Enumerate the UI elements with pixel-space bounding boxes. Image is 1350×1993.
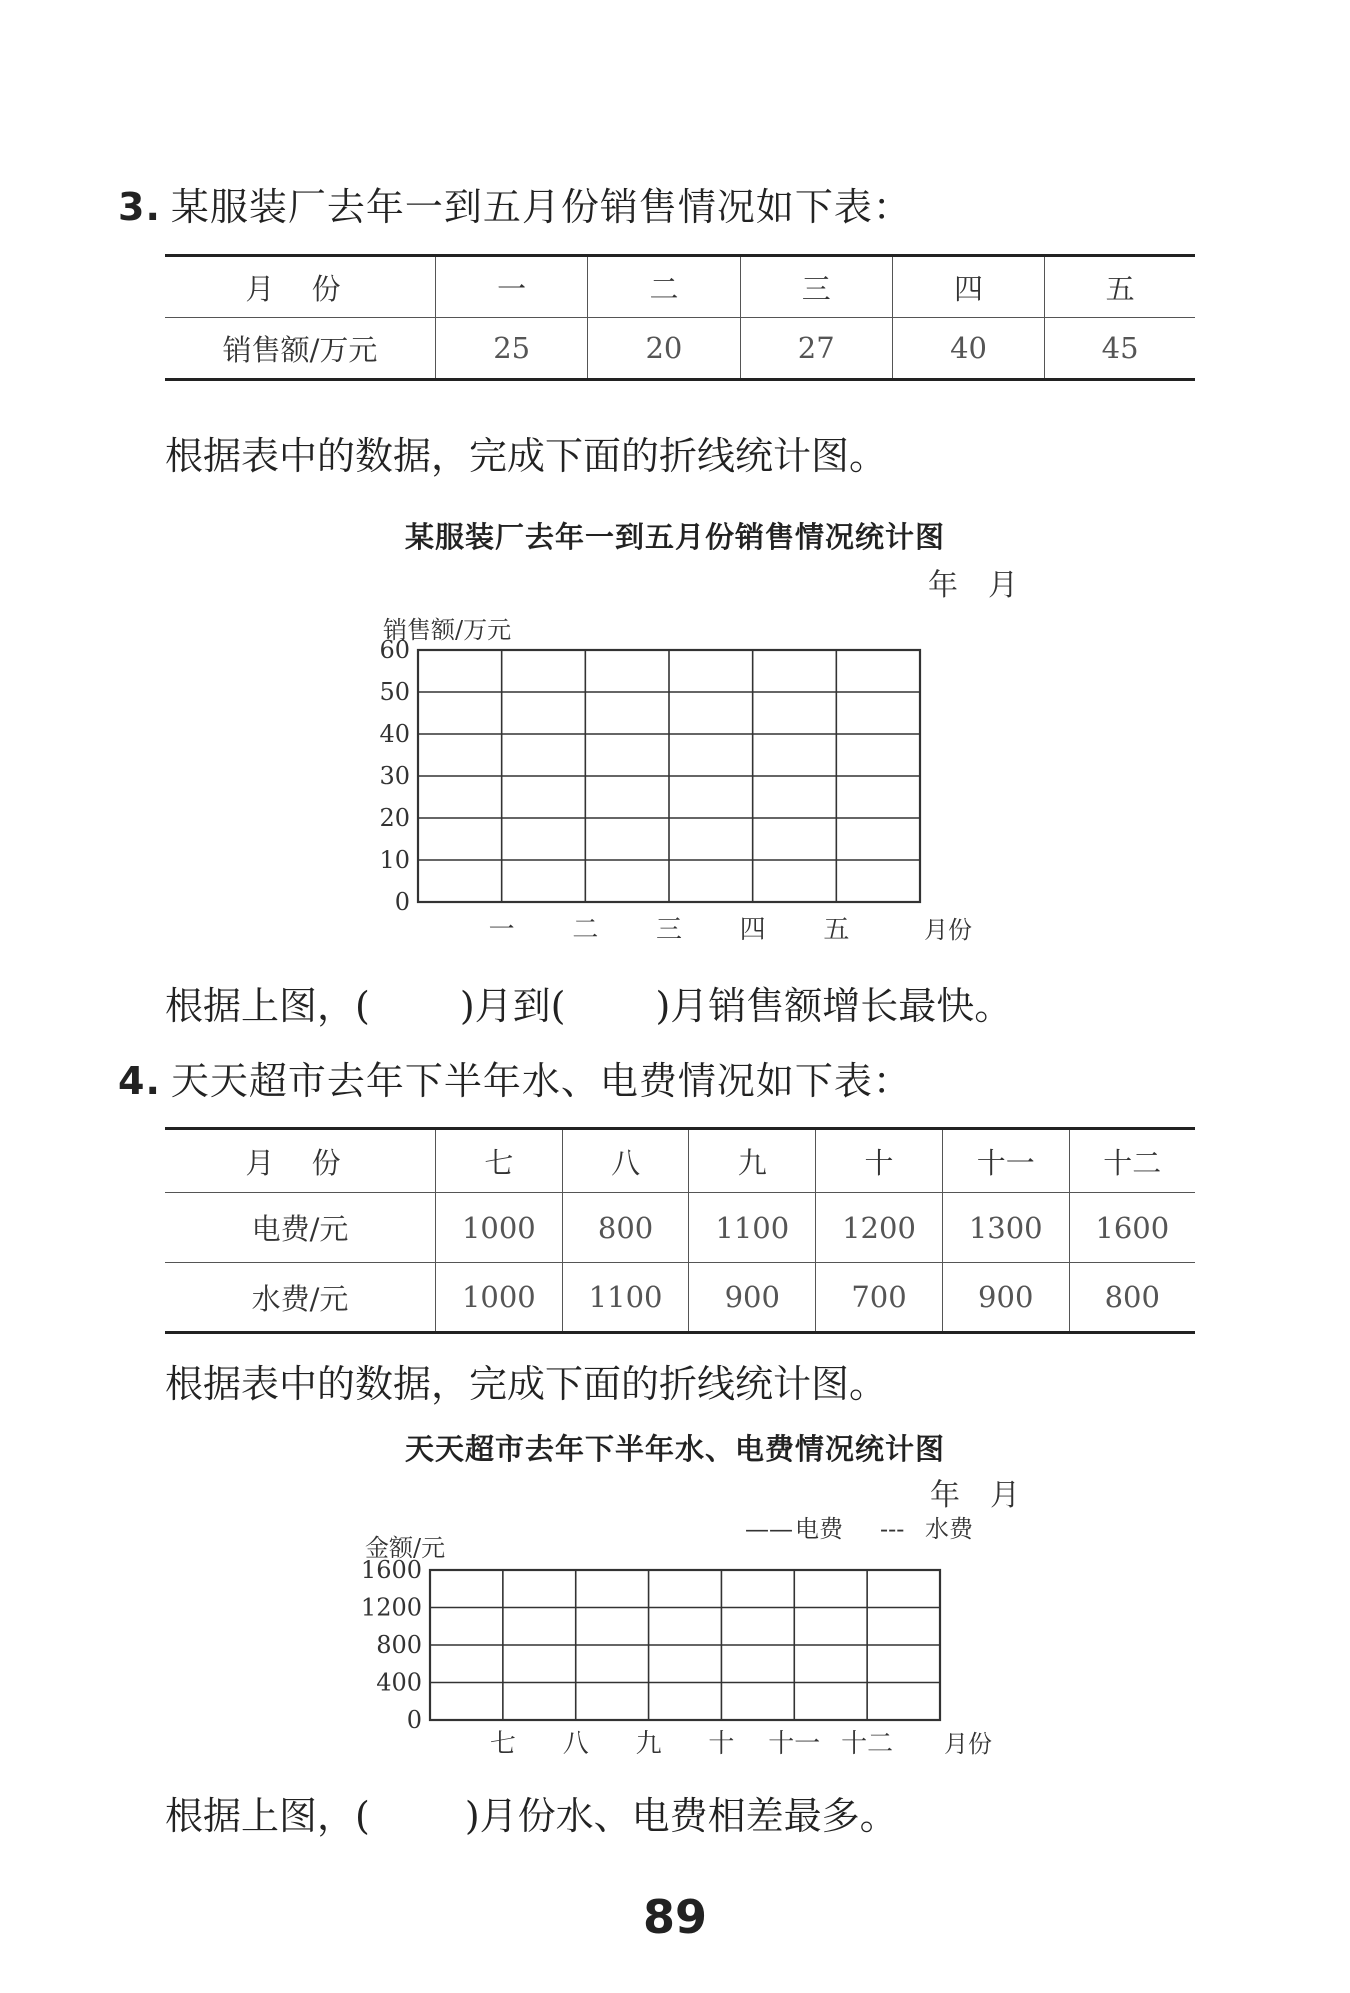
q3-sales-cell: 45 bbox=[1045, 318, 1195, 380]
q4-water-cell: 1100 bbox=[562, 1263, 689, 1333]
x-category-label: 九 bbox=[635, 1729, 662, 1759]
q4-answer-line bbox=[165, 1785, 898, 1840]
q4-month-cell: 十一 bbox=[942, 1129, 1069, 1193]
q3-month-cell: 二 bbox=[588, 256, 740, 318]
x-category-label: 十一 bbox=[768, 1729, 821, 1759]
q4-electric-header: 电费/元 bbox=[165, 1193, 436, 1263]
q3-sales-header: 销售额/万元 bbox=[165, 318, 436, 380]
q3-sales-row bbox=[165, 318, 1195, 380]
y-tick-label: 0 bbox=[394, 888, 410, 916]
q4-water-row bbox=[165, 1263, 1195, 1333]
q4-electric-cell: 1600 bbox=[1069, 1193, 1195, 1263]
x-category-label: 二 bbox=[572, 915, 599, 945]
q4-month-cell: 十二 bbox=[1069, 1129, 1195, 1193]
x-axis-label: 月份 bbox=[944, 1730, 992, 1758]
q4-month-cell: 九 bbox=[689, 1129, 816, 1193]
q3-instruction: 根据表中的数据，完成下面的折线统计图。 bbox=[165, 434, 888, 478]
q4-electric-cell: 1200 bbox=[816, 1193, 943, 1263]
q3-sales-cell: 20 bbox=[588, 318, 740, 380]
q4-month-cell: 八 bbox=[562, 1129, 689, 1193]
date-label: 年 月 bbox=[930, 1478, 1020, 1513]
q3-answer-line bbox=[165, 975, 1012, 1030]
q4-instruction: 根据表中的数据，完成下面的折线统计图。 bbox=[165, 1362, 888, 1406]
q4-month-cell: 十 bbox=[816, 1129, 943, 1193]
y-axis-label: 销售额/万元 bbox=[383, 616, 512, 644]
q3-month-cell: 三 bbox=[740, 256, 892, 318]
q4-electric-cell: 1000 bbox=[436, 1193, 563, 1263]
legend-electric-label: 电费 bbox=[795, 1515, 843, 1543]
x-category-label: 十 bbox=[708, 1729, 735, 1759]
y-tick-label: 30 bbox=[379, 762, 410, 790]
q4-electric-cell: 1300 bbox=[942, 1193, 1069, 1263]
q4-electric-cell: 1100 bbox=[689, 1193, 816, 1263]
q4-water-cell: 900 bbox=[942, 1263, 1069, 1333]
q3-month-cell: 四 bbox=[892, 256, 1044, 318]
q4-title-text: 天天超市去年下半年水、电费情况如下表： bbox=[170, 1059, 912, 1103]
x-category-label: 五 bbox=[823, 915, 850, 945]
q4-month-cell: 七 bbox=[436, 1129, 563, 1193]
q3-title-text: 某服装厂去年一到五月份销售情况如下表： bbox=[170, 185, 912, 229]
q4-answer-prefix: 根据上图，( bbox=[165, 1794, 370, 1838]
x-category-label: 三 bbox=[655, 915, 683, 945]
q3-title bbox=[118, 176, 912, 231]
legend-water-label: 水费 bbox=[925, 1515, 973, 1543]
chart1-svg bbox=[300, 565, 1100, 955]
y-tick-label: 1200 bbox=[360, 1593, 422, 1622]
q4-water-header: 水费/元 bbox=[165, 1263, 436, 1333]
q4-water-cell: 1000 bbox=[436, 1263, 563, 1333]
q3-answer-prefix: 根据上图，( bbox=[165, 984, 370, 1028]
x-category-label: 七 bbox=[489, 1729, 516, 1759]
chart1-title: 某服装厂去年一到五月份销售情况统计图 bbox=[404, 520, 945, 554]
x-category-label: 十二 bbox=[841, 1729, 894, 1759]
q4-water-cell: 700 bbox=[816, 1263, 943, 1333]
y-tick-label: 400 bbox=[376, 1668, 422, 1697]
date-label: 年 月 bbox=[928, 568, 1018, 603]
q4-water-cell: 800 bbox=[1069, 1263, 1195, 1333]
y-tick-label: 1600 bbox=[360, 1556, 422, 1584]
q3-number: 3. bbox=[118, 185, 161, 229]
y-tick-label: 10 bbox=[379, 846, 410, 874]
q3-answer-middle: )月到( bbox=[459, 984, 566, 1028]
chart2-title: 天天超市去年下半年水、电费情况统计图 bbox=[404, 1432, 945, 1466]
q4-month-header: 月 份 bbox=[165, 1129, 436, 1193]
y-tick-label: 20 bbox=[379, 804, 410, 832]
legend-electric-symbol: —— bbox=[745, 1515, 793, 1543]
q3-month-cell: 五 bbox=[1045, 256, 1195, 318]
q4-electric-row bbox=[165, 1193, 1195, 1263]
y-axis-label: 金额/元 bbox=[365, 1534, 446, 1562]
x-category-label: 四 bbox=[739, 915, 766, 945]
chart2-svg bbox=[300, 1475, 1060, 1765]
q3-sales-cell: 25 bbox=[436, 318, 588, 380]
y-tick-label: 800 bbox=[376, 1631, 422, 1659]
q3-month-cell: 一 bbox=[436, 256, 588, 318]
q4-water-cell: 900 bbox=[689, 1263, 816, 1333]
x-category-label: 八 bbox=[562, 1729, 589, 1759]
q4-bills-table bbox=[165, 1127, 1195, 1334]
page-number: 89 bbox=[642, 1890, 707, 1944]
y-tick-label: 50 bbox=[379, 678, 410, 706]
q4-title bbox=[118, 1050, 912, 1105]
q3-sales-cell: 27 bbox=[740, 318, 892, 380]
q3-sales-table bbox=[165, 254, 1195, 381]
y-tick-label: 40 bbox=[379, 720, 410, 748]
legend-water-symbol: --- bbox=[880, 1515, 905, 1543]
y-tick-label: 60 bbox=[379, 636, 410, 664]
x-axis-label: 月份 bbox=[924, 916, 972, 944]
q3-month-row bbox=[165, 256, 1195, 318]
q4-answer-suffix: )月份水、电费相差最多。 bbox=[464, 1794, 898, 1838]
q3-sales-cell: 40 bbox=[892, 318, 1044, 380]
q4-electric-cell: 800 bbox=[562, 1193, 689, 1263]
q4-month-row bbox=[165, 1129, 1195, 1193]
q3-answer-suffix: )月销售额增长最快。 bbox=[655, 984, 1013, 1028]
q4-number: 4. bbox=[118, 1059, 161, 1103]
x-category-label: 一 bbox=[488, 915, 515, 945]
q3-month-header: 月 份 bbox=[165, 256, 436, 318]
y-tick-label: 0 bbox=[406, 1706, 422, 1734]
